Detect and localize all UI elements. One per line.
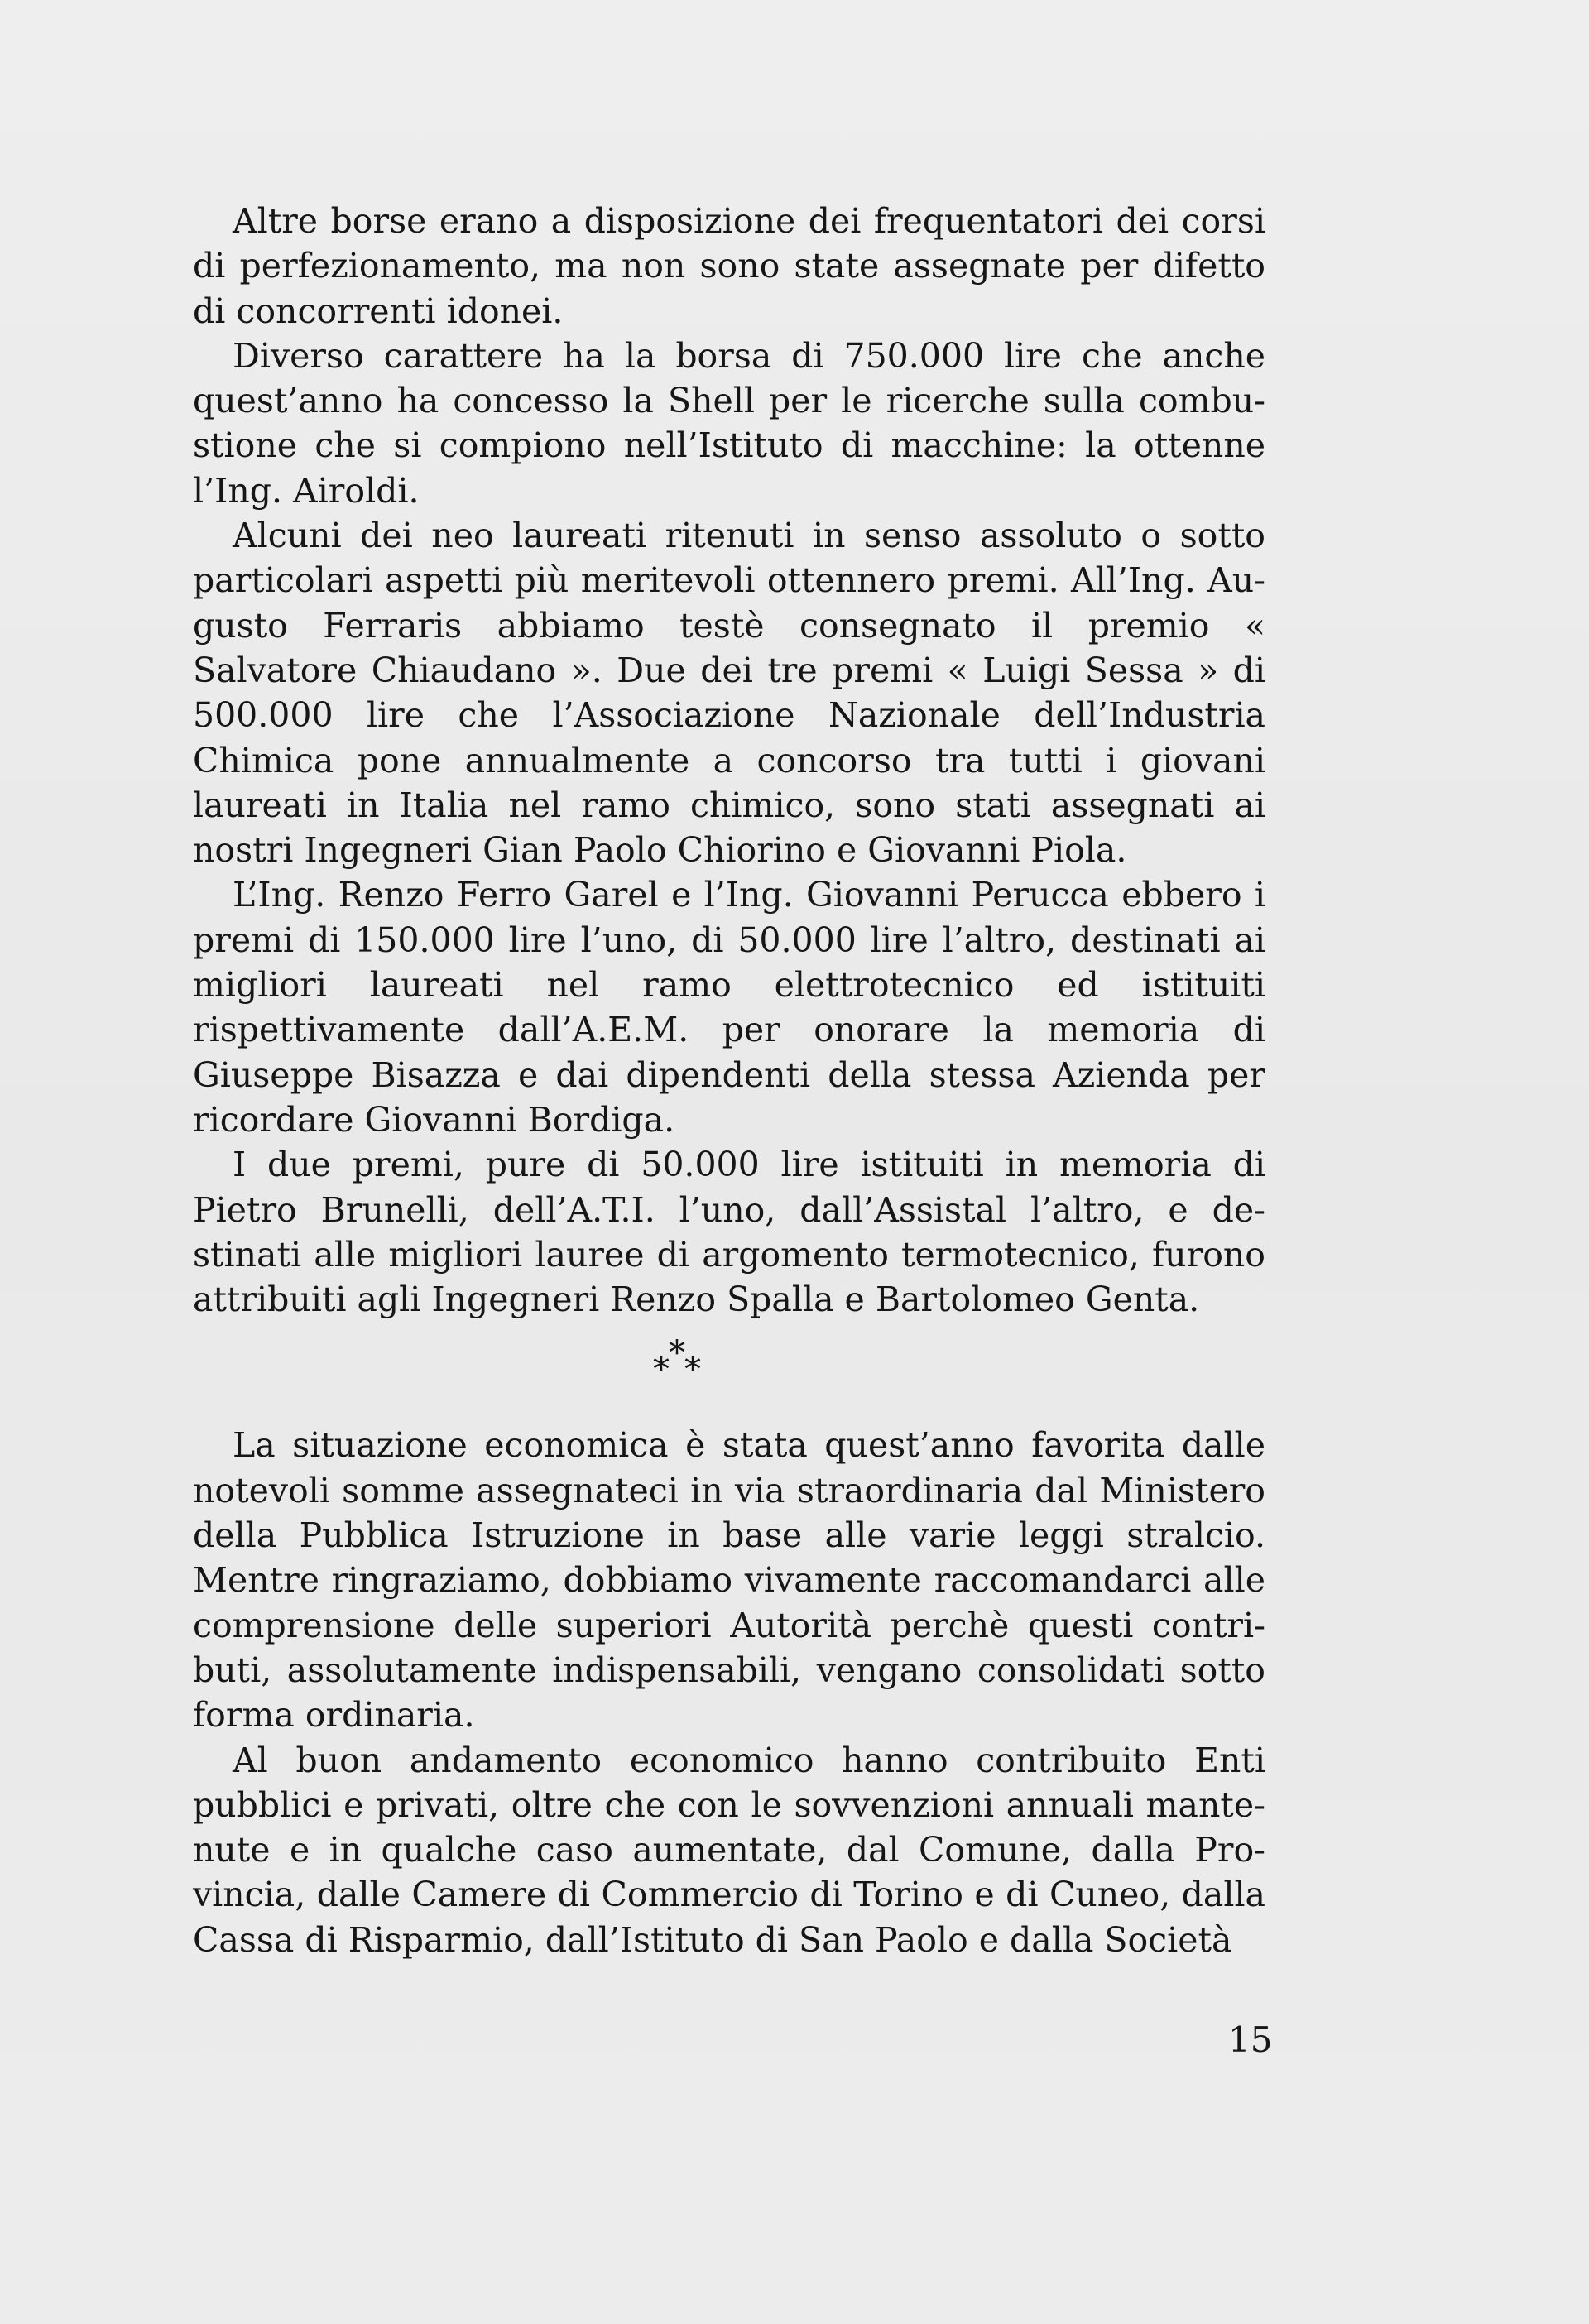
paragraph: Alcuni dei neo laureati ritenuti in senso assoluto o sotto particolari aspetti più meritevoli ottennero premi. All’Ing. Augusto Ferraris abbiamo testè consegnato il premio « Salvatore Chiaudano ». Due dei tre premi « Luigi Sessa » di 500.000 lire che l’Associazione Nazionale dell’Industria Chimica pone annualmente a concorso tra tutti i giovani laureati in Italia nel ramo chimico, sono stati assegnati ai nostri Ingegneri Gian Paolo Chiorino e Giovanni Piola. [193,516,1265,871]
asterisk: * [684,1351,701,1390]
asterisk: * [653,1351,670,1390]
paragraph: La situazione economica è stata quest’anno favorita dalle notevoli somme assegnateci in via straordinaria dal Ministero della Pubblica Istruzione in base alle varie leggi stralcio. Mentre ringraziamo, dobbiamo vivamente raccomandarci alle comprensione delle superiori Autorità perchè questi contributi, assolutamente indispensabili, vengano consolidati sotto forma ordinaria. [193,1425,1265,1736]
asterisk: * [669,1334,685,1373]
paragraph: Diverso carattere ha la borsa di 750.000 lire che anche quest’anno ha concesso la Shell per le ricerche sulla combustione che si compiono nell’Istituto di macchine: la ottenne l’Ing. Airoldi. [193,335,1265,511]
page-number: 15 [1228,2019,1273,2060]
paragraph: Altre borse erano a disposizione dei frequentatori dei corsi di perfezionamento, ma non sono state assegnate per difetto di concorrenti idonei. [193,201,1265,331]
paragraph: I due premi, pure di 50.000 lire istituiti in memoria di Pietro Brunelli, dell’A.T.I. l’uno, dall’Assistal l’altro, e destinati alle migliori lauree di argomento termotecnico, furono attribuiti agli Ingegneri Renzo Spalla e Bartolomeo Genta. [193,1145,1265,1320]
section-separator [193,1322,1265,1423]
body-text [193,199,1265,1962]
paragraph: Al buon andamento economico hanno contribuito Enti pubblici e privati, oltre che con le sovvenzioni annuali mantenute e in qualche caso aumentate, dal Comune, dalla Provincia, dalle Camere di Commercio di Torino e di Cuneo, dalla Cassa di Risparmio, dall’Istituto di San Paolo e dalla Società [193,1740,1265,1960]
paragraph: L’Ing. Renzo Ferro Garel e l’Ing. Giovanni Perucca ebbero i premi di 150.000 lire l’uno, di 50.000 lire l’altro, destinati ai migliori laureati nel ramo elettrotecnico ed istituiti rispettivamente dall’A.E.M. per onorare la memoria di Giuseppe Bisazza e dai dipendenti della stessa Azienda per ricordare Giovanni Bordiga. [193,875,1265,1140]
